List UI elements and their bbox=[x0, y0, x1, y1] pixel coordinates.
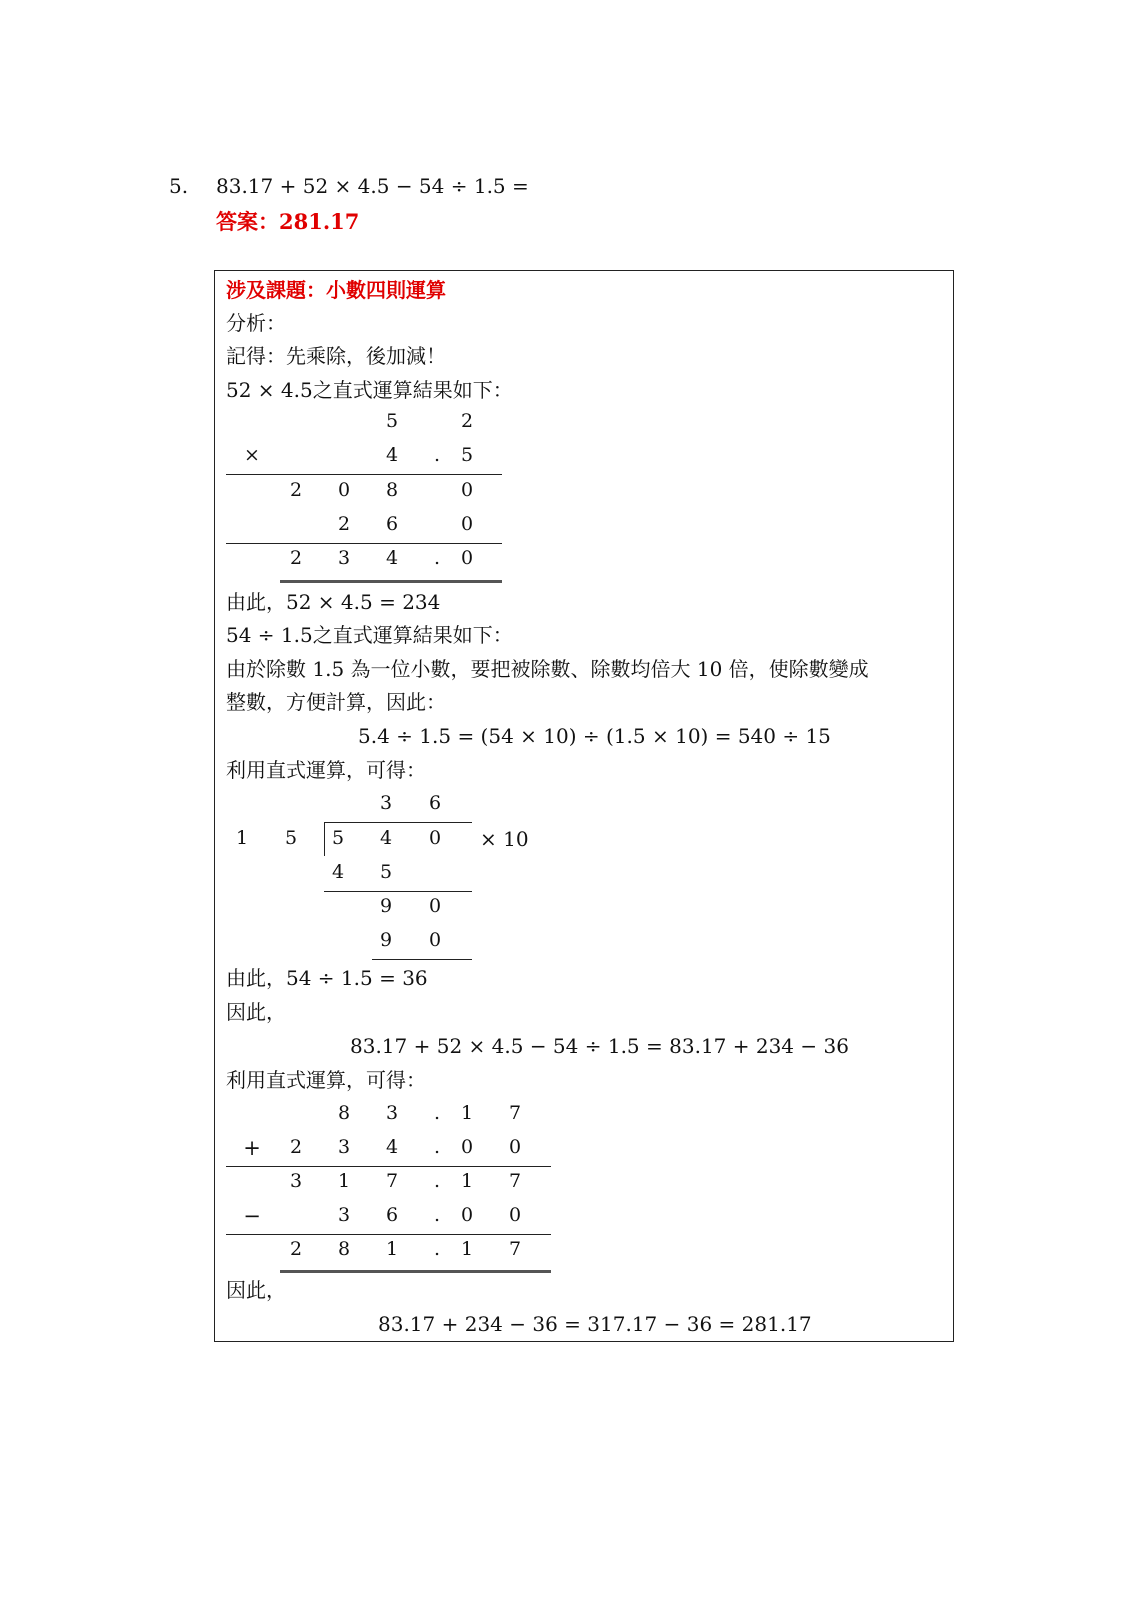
mult-digit: 5 bbox=[460, 444, 474, 466]
minus-sign: − bbox=[243, 1204, 261, 1228]
topic-heading: 涉及課題：小數四則運算 bbox=[226, 278, 446, 302]
mult-rule bbox=[226, 543, 502, 544]
mult-result: 由此，52 × 4.5 = 234 bbox=[226, 590, 441, 614]
div-dividend-digit: 5 bbox=[331, 827, 345, 849]
add-decimal-point: . bbox=[433, 1102, 441, 1124]
add-digit: 7 bbox=[508, 1170, 522, 1192]
answer-text: 答案：281.17 bbox=[216, 209, 360, 234]
div-rule bbox=[324, 891, 472, 892]
add-decimal-point: . bbox=[433, 1170, 441, 1192]
div-bracket-top bbox=[324, 822, 472, 823]
add-digit: 0 bbox=[460, 1136, 474, 1158]
div-dividend-digit: 0 bbox=[428, 827, 442, 849]
mult-digit: 5 bbox=[385, 410, 399, 432]
reminder-text: 記得：先乘除，後加減！ bbox=[226, 344, 446, 368]
mult-digit: 0 bbox=[460, 513, 474, 535]
mult-digit: 0 bbox=[337, 479, 351, 501]
add-rule bbox=[226, 1234, 551, 1235]
mult-digit: 4 bbox=[385, 547, 399, 569]
add-decimal-point: . bbox=[433, 1204, 441, 1226]
solution-box bbox=[214, 270, 954, 1342]
div-divisor-digit: 1 bbox=[235, 827, 249, 849]
add-digit: 6 bbox=[385, 1204, 399, 1226]
question-expression: 83.17 + 52 × 4.5 − 54 ÷ 1.5 = bbox=[216, 174, 529, 198]
mult-digit: 0 bbox=[460, 479, 474, 501]
add-digit: 0 bbox=[508, 1136, 522, 1158]
add-digit: 0 bbox=[460, 1204, 474, 1226]
div-rule bbox=[372, 959, 472, 960]
div-step-digit: 9 bbox=[379, 895, 393, 917]
add-digit: 8 bbox=[337, 1102, 351, 1124]
mult-intro: 52 × 4.5之直式運算結果如下： bbox=[226, 378, 513, 402]
div-use-vertical: 利用直式運算，可得： bbox=[226, 758, 426, 782]
mult-decimal-point: . bbox=[433, 444, 441, 466]
add-digit: 7 bbox=[385, 1170, 399, 1192]
add-digit: 2 bbox=[289, 1238, 303, 1260]
mult-double-rule bbox=[280, 580, 502, 583]
div-intro: 54 ÷ 1.5之直式運算結果如下： bbox=[226, 623, 513, 647]
add-digit: 1 bbox=[460, 1238, 474, 1260]
therefore-label-2: 因此， bbox=[226, 1278, 286, 1302]
add-digit: 3 bbox=[337, 1204, 351, 1226]
div-step-digit: 9 bbox=[379, 929, 393, 951]
mult-digit: 3 bbox=[337, 547, 351, 569]
add-digit: 1 bbox=[460, 1102, 474, 1124]
mult-sign: × bbox=[244, 444, 260, 466]
add-digit: 3 bbox=[289, 1170, 303, 1192]
add-digit: 1 bbox=[460, 1170, 474, 1192]
add-digit: 8 bbox=[337, 1238, 351, 1260]
mult-digit: 2 bbox=[460, 410, 474, 432]
add-digit: 7 bbox=[508, 1102, 522, 1124]
mult-decimal-point: . bbox=[433, 547, 441, 569]
add-use-vertical: 利用直式運算，可得： bbox=[226, 1068, 426, 1092]
div-step-digit: 4 bbox=[331, 861, 345, 883]
mult-digit: 2 bbox=[337, 513, 351, 535]
div-times-note: × 10 bbox=[480, 827, 529, 851]
div-result: 由此，54 ÷ 1.5 = 36 bbox=[226, 966, 428, 990]
add-double-rule bbox=[280, 1270, 551, 1273]
mult-digit: 6 bbox=[385, 513, 399, 535]
mult-digit: 8 bbox=[385, 479, 399, 501]
div-quotient-digit: 3 bbox=[379, 792, 393, 814]
mult-digit: 0 bbox=[460, 547, 474, 569]
add-digit: 1 bbox=[385, 1238, 399, 1260]
mult-digit: 4 bbox=[385, 444, 399, 466]
add-rule bbox=[226, 1166, 551, 1167]
div-explain-1: 由於除數 1.5 為一位小數，要把被除數、除數均倍大 10 倍，使除數變成 bbox=[226, 657, 869, 681]
div-step-digit: 0 bbox=[428, 895, 442, 917]
div-step-digit: 0 bbox=[428, 929, 442, 951]
div-explain-2: 整數，方便計算，因此： bbox=[226, 690, 446, 714]
div-equation: 5.4 ÷ 1.5 = (54 × 10) ÷ (1.5 × 10) = 540 ÷ 15 bbox=[358, 724, 831, 748]
final-equation: 83.17 + 234 − 36 = 317.17 − 36 = 281.17 bbox=[378, 1312, 812, 1336]
add-digit: 2 bbox=[289, 1136, 303, 1158]
analysis-label: 分析： bbox=[226, 311, 286, 335]
add-digit: 3 bbox=[337, 1136, 351, 1158]
add-digit: 0 bbox=[508, 1204, 522, 1226]
therefore-label: 因此， bbox=[226, 1000, 286, 1024]
add-decimal-point: . bbox=[433, 1136, 441, 1158]
div-dividend-digit: 4 bbox=[379, 827, 393, 849]
div-step-digit: 5 bbox=[379, 861, 393, 883]
plus-sign: + bbox=[243, 1136, 261, 1160]
question-number: 5. bbox=[169, 174, 189, 198]
add-digit: 4 bbox=[385, 1136, 399, 1158]
mult-digit: 2 bbox=[289, 479, 303, 501]
add-decimal-point: . bbox=[433, 1238, 441, 1260]
mult-digit: 2 bbox=[289, 547, 303, 569]
div-divisor-digit: 5 bbox=[284, 827, 298, 849]
mult-rule bbox=[226, 474, 502, 475]
add-digit: 3 bbox=[385, 1102, 399, 1124]
add-digit: 1 bbox=[337, 1170, 351, 1192]
div-bracket-side bbox=[324, 822, 325, 856]
div-quotient-digit: 6 bbox=[428, 792, 442, 814]
combined-equation: 83.17 + 52 × 4.5 − 54 ÷ 1.5 = 83.17 + 234 − 36 bbox=[350, 1034, 849, 1058]
add-digit: 7 bbox=[508, 1238, 522, 1260]
